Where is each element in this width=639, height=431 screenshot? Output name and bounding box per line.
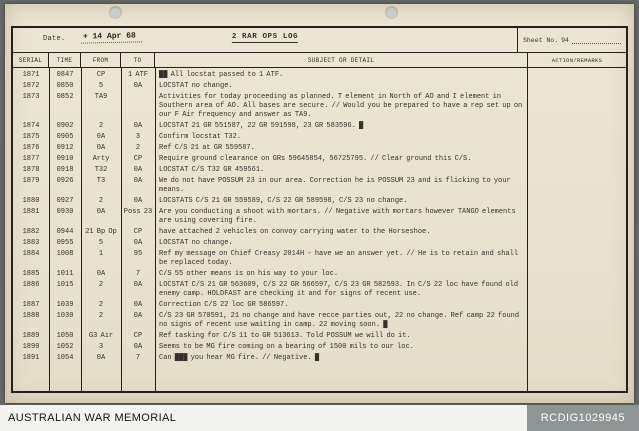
date-stamp: + 14 Apr 68 [81,31,142,43]
log-entries [13,68,626,391]
cell-to: 0A [133,197,143,205]
cell-subject-detail: Confirm locstat T32. [159,133,242,141]
cell-subject-detail: LOCSTAT C/S 21 GR 563609, C/S 22 GR 566597, C/S 23 GR 582593. In C/S 22 loc have found old enemy camp. HOLDFAST are checking it and for signs of recent use. [159,281,519,298]
cell-time: 0905 [56,133,74,141]
cell-subject-detail: C/S 55 other means is on his way to your loc. [159,270,339,278]
cell-subject-detail: LOCSTATS C/S 21 GR 559589, C/S 22 GR 589598, C/S 23 no change. [159,197,408,205]
cell-from: Arty [92,155,110,163]
table-row [13,354,626,363]
table-row [13,208,626,226]
cell-time: 0930 [56,208,74,216]
cell-to: 0A [133,239,143,247]
cell-serial: 1879 [22,177,40,185]
cell-serial: 1871 [22,71,40,79]
cell-action-remarks [528,166,626,175]
cell-time: 0910 [56,155,74,163]
column-divider [49,68,50,391]
column-header-to: TO [121,53,155,67]
column-header-row [13,53,626,68]
cell-subject-detail: LOCSTAT C/S T32 GR 459561. [159,166,265,174]
table-row [13,343,626,352]
cell-serial: 1878 [22,166,40,174]
cell-to: 0A [133,301,143,309]
page-title: 2 RAR OPS LOG [231,33,299,41]
cell-time: 1015 [56,281,74,289]
cell-to: 3 [135,133,141,141]
punch-hole-right [385,6,398,19]
cell-from: T3 [96,177,106,185]
table-row [13,93,626,120]
cell-action-remarks [528,71,626,80]
cell-serial: 1890 [22,343,40,351]
header-band [13,28,626,53]
cell-serial: 1889 [22,332,40,340]
sheet-number-dotted-line [572,36,621,44]
cell-from: 1 [98,250,104,258]
cell-from: 2 [98,312,104,320]
cell-serial: 1872 [22,82,40,90]
sheet-number-cell [517,28,626,52]
cell-time: 1052 [56,343,74,351]
cell-to: 0A [133,166,143,174]
cell-from: 5 [98,239,104,247]
cell-action-remarks [528,155,626,164]
cell-serial: 1884 [22,250,40,258]
cell-action-remarks [528,93,626,120]
cell-to: 0A [133,122,143,130]
cell-time: 1039 [56,301,74,309]
cell-to: 0A [133,82,143,90]
cell-serial: 1874 [22,122,40,130]
cell-serial: 1891 [22,354,40,362]
cell-to: 95 [133,250,143,258]
cell-time: 0927 [56,197,74,205]
cell-subject-detail: ██ All locstat passed to 1 ATF. [159,71,284,79]
cell-from: 21 Bp Op [85,228,117,236]
cell-from: 0A [96,270,106,278]
cell-serial: 1888 [22,312,40,320]
cell-from: 2 [98,281,104,289]
table-row [13,281,626,299]
cell-from: 2 [98,197,104,205]
table-row [13,270,626,279]
log-table-frame [11,26,628,393]
column-divider [155,68,156,391]
column-header-from: FROM [81,53,121,67]
cell-from: CP [96,71,106,79]
table-row [13,239,626,248]
cell-action-remarks [528,281,626,299]
cell-time: 0912 [56,144,74,152]
table-row [13,144,626,153]
cell-time: 0944 [56,228,74,236]
cell-subject-detail: Are you conducting a shoot with mortars. // Negative with mortars however TANGO elements are using covering fire. [159,208,516,225]
cell-action-remarks [528,177,626,195]
punch-hole-left [109,6,122,19]
cell-to: 7 [135,354,141,362]
cell-subject-detail: LOCSTAT 21 GR 551587, 22 GR 591598, 23 GR 583596. █ [159,122,364,130]
cell-serial: 1885 [22,270,40,278]
cell-subject-detail: Can ███ you hear MG fire. // Negative. █ [159,354,320,362]
cell-serial: 1876 [22,144,40,152]
column-header-time: TIME [49,53,81,67]
cell-from: TA9 [94,93,108,101]
cell-from: 3 [98,343,104,351]
cell-to: CP [133,155,143,163]
cell-subject-detail: We do not have POSSUM 23 in our area. Correction he is POSSUM 23 and is flicking to your means. [159,177,511,194]
cell-time: 1050 [56,332,74,340]
cell-to: 0A [133,281,143,289]
column-header-serial: SERIAL [13,53,49,67]
cell-time: 0847 [56,71,74,79]
cell-action-remarks [528,122,626,131]
archive-footer-bar [0,405,639,431]
cell-from: 2 [98,122,104,130]
cell-from: 0A [96,354,106,362]
cell-to: 1 ATF [127,71,148,79]
cell-action-remarks [528,332,626,341]
cell-serial: 1880 [22,197,40,205]
cell-to: 7 [135,270,141,278]
header-band-left [13,28,517,52]
cell-to: 2 [135,144,141,152]
column-divider [121,68,122,391]
table-row [13,133,626,142]
table-row [13,71,626,80]
cell-subject-detail: Correction C/S 22 loc GR 586597. [159,301,289,309]
cell-from: 0A [96,133,106,141]
cell-to: 0A [133,312,143,320]
cell-time: 1008 [56,250,74,258]
cell-from: 0A [96,208,106,216]
cell-action-remarks [528,133,626,142]
cell-serial: 1883 [22,239,40,247]
cell-time: 0850 [56,82,74,90]
cell-subject-detail: Ref tasking for C/S 11 to GR 513613. Told POSSUM we will do it. [159,332,411,340]
cell-from: 0A [96,144,106,152]
table-row [13,228,626,237]
cell-serial: 1875 [22,133,40,141]
cell-time: 0955 [56,239,74,247]
cell-action-remarks [528,239,626,248]
table-row [13,312,626,330]
cell-subject-detail: Ref my message on Chief Creasy 2014H - have we an answer yet. // He is to retain and shall be replaced today. [159,250,519,267]
cell-action-remarks [528,312,626,330]
cell-subject-detail: Require ground clearance on GRs 59645854, 56725795. // Clear ground this C/S. [159,155,472,163]
table-row [13,332,626,341]
cell-time: 0918 [56,166,74,174]
cell-serial: 1881 [22,208,40,216]
cell-subject-detail: LOCSTAT no change. [159,239,233,247]
cell-to: Poss 23 [123,208,153,216]
cell-serial: 1887 [22,301,40,309]
archive-reference-id: RCDIG1029945 [527,405,639,431]
cell-from: G3 Air [88,332,114,340]
cell-action-remarks [528,82,626,91]
table-row [13,82,626,91]
cell-time: 1054 [56,354,74,362]
cell-time: 1011 [56,270,74,278]
sheet-number-value: 94 [561,36,569,44]
cell-from: T32 [94,166,108,174]
cell-serial: 1877 [22,155,40,163]
table-row [13,197,626,206]
cell-action-remarks [528,228,626,237]
cell-subject-detail: LOCSTAT no change. [159,82,233,90]
cell-time: 1030 [56,312,74,320]
log-entry-list [13,71,626,363]
column-header-action: ACTION/REMARKS [551,56,603,64]
column-divider [527,68,528,391]
cell-to: 0A [133,343,143,351]
cell-subject-detail: C/S 23 GR 570591, 21 no change and have recce parties out, 22 no change. Ref camp 22 found no signs of recent use waiting in camp. 22 moving soon. █ [159,312,520,329]
cell-to: CP [133,332,143,340]
cell-subject-detail: Activities for today proceeding as planned. T element in North of AO and I element in Southern area of AO. All bases are secure. // Would you be prepared to have a rep set up on our F Air frequency and answer as TA9. [159,93,523,119]
cell-time: 0852 [56,93,74,101]
table-row [13,301,626,310]
cell-subject-detail: Ref C/S 21 at GR 559587. [159,144,255,152]
date-label: Date. [43,35,66,43]
cell-serial: 1886 [22,281,40,289]
archive-name: AUSTRALIAN WAR MEMORIAL [8,412,177,424]
table-row [13,250,626,268]
cell-serial: 1873 [22,93,40,101]
cell-from: 2 [98,301,104,309]
column-divider [81,68,82,391]
cell-subject-detail: have attached 2 vehicles on convoy carrying water to the Horseshoe. [159,228,431,236]
table-row [13,177,626,195]
cell-to: 0A [133,177,143,185]
cell-action-remarks [528,197,626,206]
sheet-number-label: Sheet No. [523,36,559,44]
cell-action-remarks [528,343,626,352]
table-row [13,122,626,131]
cell-subject-detail: Seems to be MG fire coming on a bearing of 1500 mils to our loc. [159,343,414,351]
cell-serial: 1882 [22,228,40,236]
cell-to: CP [133,228,143,236]
cell-time: 0902 [56,122,74,130]
cell-from: 5 [98,82,104,90]
cell-action-remarks [528,354,626,363]
cell-action-remarks [528,208,626,226]
cell-action-remarks [528,270,626,279]
cell-action-remarks [528,250,626,268]
cell-action-remarks [528,144,626,153]
table-row [13,155,626,164]
cell-to [121,93,155,120]
cell-time: 0926 [56,177,74,185]
column-header-subject: SUBJECT OR DETAIL [155,53,528,67]
log-sheet-page [5,4,634,403]
table-row [13,166,626,175]
cell-action-remarks [528,301,626,310]
